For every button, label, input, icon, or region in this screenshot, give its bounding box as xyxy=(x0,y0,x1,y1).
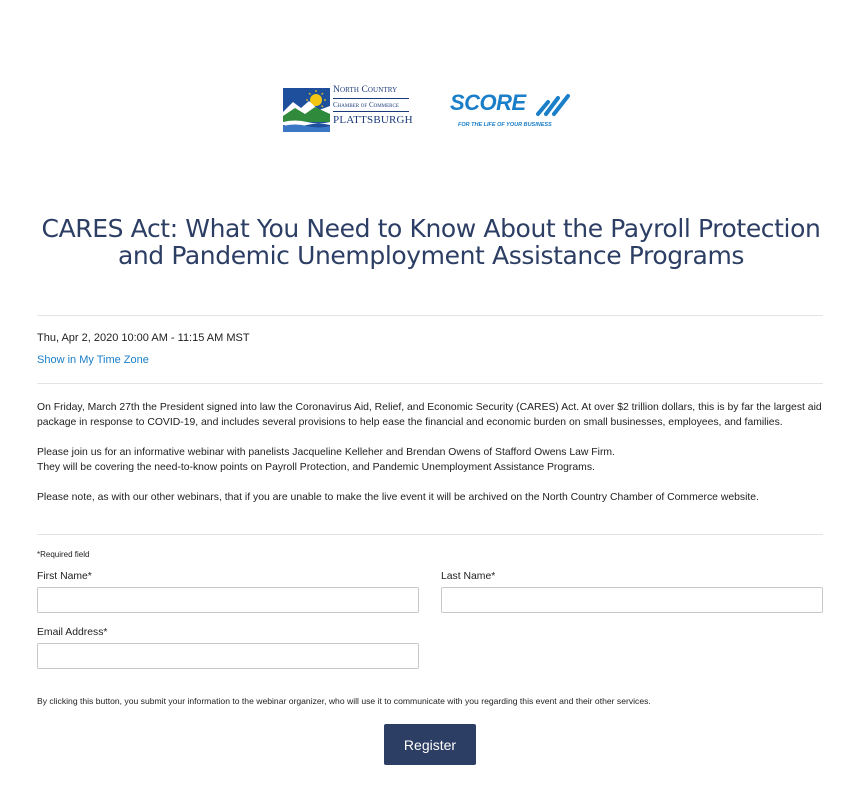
north-country-chamber-logo xyxy=(283,85,413,134)
event-title: CARES Act: What You Need to Know About the Payroll Protection and Pandemic Unemployment Assistance Programs xyxy=(41,214,821,270)
description-line: They will be covering the need-to-know points on Payroll Protection, and Pandemic Unemployment Assistance Programs. xyxy=(37,462,595,473)
divider xyxy=(37,315,823,316)
last-name-label: Last Name* xyxy=(441,571,496,582)
first-name-input[interactable] xyxy=(37,587,419,613)
ncc-city-line: PLATTSBURGH xyxy=(333,113,413,126)
description-line: Please join us for an informative webinar with panelists Jacqueline Kelleher and Brendan Owens of Stafford Owens Law Firm. xyxy=(37,447,615,458)
first-name-label: First Name* xyxy=(37,571,92,582)
description-paragraph: On Friday, March 27th the President signed into law the Coronavirus Aid, Relief, and Economic Security (CARES) Act. At over $2 trillion dollars, this is by far the largest aid package in response to COVID-19, and includes several provisions to help ease the financial and economic burden on small businesses, employees, and families. xyxy=(37,402,822,428)
divider xyxy=(37,383,823,384)
ncc-name-line: North Country xyxy=(333,86,409,99)
event-datetime: Thu, Apr 2, 2020 10:00 AM - 11:15 AM MST xyxy=(37,332,250,344)
divider xyxy=(37,534,823,535)
ncc-chamber-line: Chamber of Commerce xyxy=(333,99,409,112)
score-tagline: FOR THE LIFE OF YOUR BUSINESS xyxy=(458,122,552,128)
consent-notice: By clicking this button, you submit your information to the webinar organizer, who will use it to communicate with you regarding this event and their other services. xyxy=(37,696,651,706)
email-address-label: Email Address* xyxy=(37,627,108,638)
description-paragraph xyxy=(37,445,823,475)
email-address-input[interactable] xyxy=(37,643,419,669)
ncc-landscape-icon xyxy=(283,88,330,132)
show-in-my-time-zone-link[interactable]: Show in My Time Zone xyxy=(37,354,149,366)
register-button[interactable]: Register xyxy=(384,724,476,765)
description-paragraph: Please note, as with our other webinars, that if you are unable to make the live event it will be archived on the North Country Chamber of Commerce website. xyxy=(37,492,759,503)
required-field-note: *Required field xyxy=(37,550,90,559)
event-description xyxy=(37,400,823,520)
score-logo xyxy=(450,90,574,134)
score-slash-icon xyxy=(534,92,572,118)
score-wordmark: SCORE xyxy=(450,90,526,115)
last-name-input[interactable] xyxy=(441,587,823,613)
logo-bar xyxy=(0,86,862,138)
ncc-wordmark xyxy=(333,85,413,126)
